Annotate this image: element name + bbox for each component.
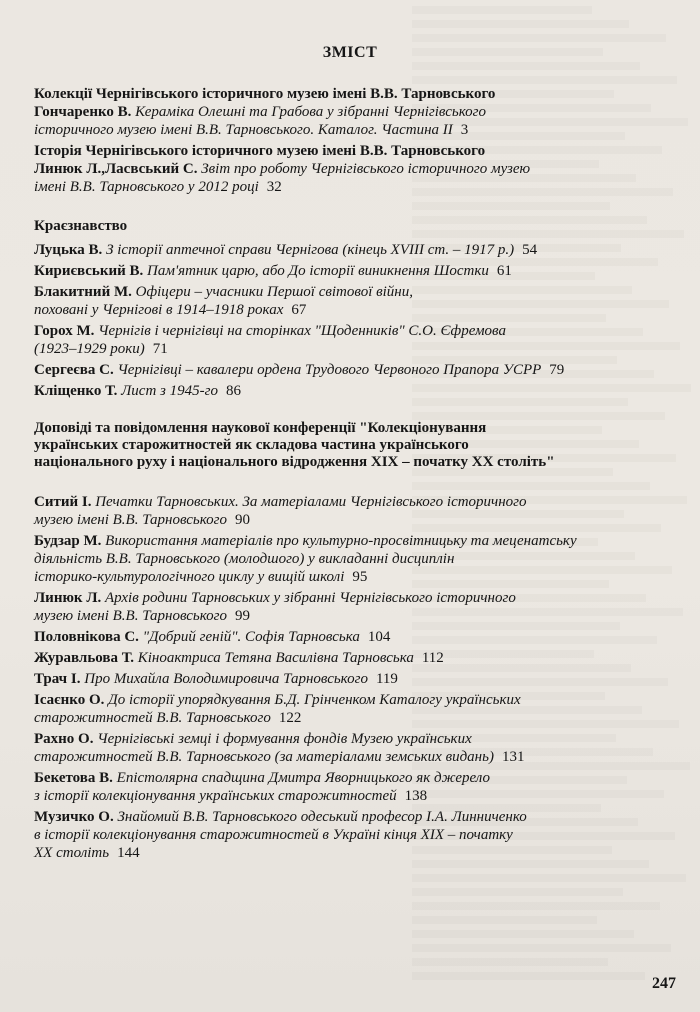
entry-author: Линюк Л.,Ласвський С. xyxy=(34,161,198,177)
entry-author: Будзар М. xyxy=(34,533,102,549)
section-title: Доповіді та повідомлення наукової конференції "Колекціонування українських старожитностей як складова частина українського національного руху і національного відродження XIX – початку XX століть" xyxy=(34,420,555,470)
toc-entry[interactable] xyxy=(34,628,664,646)
page-number: 247 xyxy=(652,975,676,992)
entry-author: Музичко О. xyxy=(34,809,114,825)
toc-entry[interactable] xyxy=(34,691,664,727)
entry-title-line: З історії аптечної справи Чернігова (кінець XVIII ст. – 1917 р.) xyxy=(106,242,515,258)
section-title: Колекції Чернігівського історичного музею імені В.В. Тарновського xyxy=(34,86,496,102)
entry-title-line: XX століть xyxy=(34,845,110,861)
entry-page: 144 xyxy=(117,845,140,861)
entry-page: 138 xyxy=(404,788,428,804)
entry-page: 122 xyxy=(278,710,302,726)
entry-title-line: поховані у Чернігові в 1914–1918 роках xyxy=(34,302,284,318)
entry-author: Линюк Л. xyxy=(34,590,102,606)
entry-page: 67 xyxy=(291,302,307,318)
toc-entry[interactable] xyxy=(34,241,664,259)
bleed-line xyxy=(412,62,640,70)
entry-page: 90 xyxy=(235,512,251,528)
page-title: ЗМІСТ xyxy=(322,44,378,61)
bleed-line xyxy=(412,916,597,924)
entry-author: Сергеєва С. xyxy=(34,362,114,378)
entry-page: 86 xyxy=(225,383,241,399)
bleed-line xyxy=(412,972,645,980)
entry-page: 71 xyxy=(152,341,168,357)
bleed-line xyxy=(412,76,677,84)
entry-author: Журавльова Т. xyxy=(34,650,135,666)
entry-title-line: Про Михайла Володимировича Тарновського xyxy=(84,671,368,687)
entry-title-line: До історії упорядкування Б.Д. Грінченком Каталогу українських xyxy=(108,692,521,708)
entry-title-line: Звіт про роботу Чернігівського історичного музею xyxy=(201,161,531,177)
toc-entry[interactable] xyxy=(34,322,664,358)
entry-title-line: імені В.В. Тарновського у 2012 році xyxy=(34,179,259,195)
entry-title-line: Використання матеріалів про культурно-просвітницьку та меценатську xyxy=(105,533,577,549)
entry-page: 54 xyxy=(522,242,538,258)
entry-page: 99 xyxy=(235,608,251,624)
bleed-line xyxy=(412,944,671,952)
toc-entry[interactable] xyxy=(34,160,664,196)
entry-title-line: Кераміка Олешні та Грабова у зібранні Чернігівського xyxy=(135,104,487,120)
bleed-line xyxy=(412,20,629,28)
entry-page: 3 xyxy=(460,122,469,138)
entry-author: Луцька В. xyxy=(34,242,103,258)
entry-author: Ісаєнко О. xyxy=(34,692,105,708)
entry-author: Половнікова С. xyxy=(34,629,139,645)
entry-title-line: Епістолярна спадщина Дмитра Яворницького як джерело xyxy=(116,770,491,786)
entry-author: Ситий І. xyxy=(34,494,92,510)
entry-author: Рахно О. xyxy=(34,731,94,747)
entry-page: 119 xyxy=(375,671,398,687)
bleed-line xyxy=(412,6,592,14)
entry-page: 95 xyxy=(352,569,368,585)
entry-page: 104 xyxy=(367,629,391,645)
toc-entry[interactable] xyxy=(34,283,664,319)
bleed-line xyxy=(412,888,623,896)
entry-page: 61 xyxy=(496,263,512,279)
entry-author: Горох М. xyxy=(34,323,95,339)
toc-entry[interactable] xyxy=(34,769,664,805)
entry-title-line: Кіноактриса Тетяна Василівна Тарновська xyxy=(137,650,414,666)
bleed-line xyxy=(412,930,634,938)
entry-page: 131 xyxy=(501,749,525,765)
entry-author: Гончаренко В. xyxy=(34,104,132,120)
entry-title-line: музею імені В.В. Тарновського xyxy=(34,512,228,528)
toc-entry[interactable] xyxy=(34,262,664,280)
toc-entry[interactable] xyxy=(34,589,664,625)
entry-title-line: старожитностей В.В. Тарновського (за матеріалами земських видань) xyxy=(34,749,494,765)
entry-page: 32 xyxy=(266,179,282,195)
entry-title-line: Офіцери – учасники Першої світової війни, xyxy=(135,284,413,300)
toc-entry[interactable] xyxy=(34,649,664,667)
entry-page: 112 xyxy=(421,650,444,666)
table-of-contents xyxy=(34,86,664,865)
entry-title-line: історико-культурологічного циклу у вищій школі xyxy=(34,569,345,585)
entry-title-line: історичного музею імені В.В. Тарновського. Каталог. Частина ІІ xyxy=(34,122,453,138)
section-title: Історія Чернігівського історичного музею імені В.В. Тарновського xyxy=(34,143,486,159)
bleed-line xyxy=(412,902,660,910)
entry-title-line: Чернігів і чернігівці на сторінках "Щоденників" С.О. Єфремова xyxy=(98,323,506,339)
entry-author: Блакитний М. xyxy=(34,284,132,300)
entry-author: Кириєвський В. xyxy=(34,263,144,279)
toc-entry[interactable] xyxy=(34,532,664,586)
toc-entry[interactable] xyxy=(34,382,664,400)
entry-page: 79 xyxy=(549,362,565,378)
entry-title-line: Архів родини Тарновських у зібранні Чернігівського історичного xyxy=(105,590,516,606)
section-title: Краєзнавство xyxy=(34,218,128,234)
entry-title-line: Пам'ятник царю, або До історії виникнення Шостки xyxy=(147,263,489,279)
entry-author: Бекетова В. xyxy=(34,770,113,786)
entry-title-line: в історії колекціонування старожитностей в Україні кінця XIX – початку xyxy=(34,827,513,843)
entry-title-line: музею імені В.В. Тарновського xyxy=(34,608,228,624)
entry-title-line: Печатки Тарновських. За матеріалами Чернігівського історичного xyxy=(95,494,527,510)
toc-entry[interactable] xyxy=(34,361,664,379)
entry-title-line: діяльність В.В. Тарновського (молодшого) у викладанні дисциплін xyxy=(34,551,455,567)
toc-entry[interactable] xyxy=(34,730,664,766)
entry-title-line: з історії колекціонування українських старожитностей xyxy=(34,788,397,804)
toc-entry[interactable] xyxy=(34,670,664,688)
entry-title-line: "Добрий геній". Софія Тарновська xyxy=(142,629,360,645)
entry-title-line: (1923–1929 роки) xyxy=(34,341,145,357)
entry-title-line: старожитностей В.В. Тарновського xyxy=(34,710,271,726)
bleed-line xyxy=(412,34,666,42)
entry-title-line: Лист з 1945-го xyxy=(121,383,218,399)
entry-author: Кліщенко Т. xyxy=(34,383,118,399)
bleed-line xyxy=(412,874,686,882)
bleed-line xyxy=(412,958,608,966)
entry-title-line: Чернігівські земці і формування фондів Музею українських xyxy=(97,731,472,747)
entry-author: Трач І. xyxy=(34,671,81,687)
entry-title-line: Знайомий В.В. Тарновського одеський професор І.А. Линниченко xyxy=(117,809,527,825)
entry-title-line: Чернігівці – кавалери ордена Трудового Червоного Прапора УСРР xyxy=(117,362,542,378)
toc-entry[interactable] xyxy=(34,493,664,529)
toc-entry[interactable] xyxy=(34,103,664,139)
toc-entry[interactable] xyxy=(34,808,664,862)
